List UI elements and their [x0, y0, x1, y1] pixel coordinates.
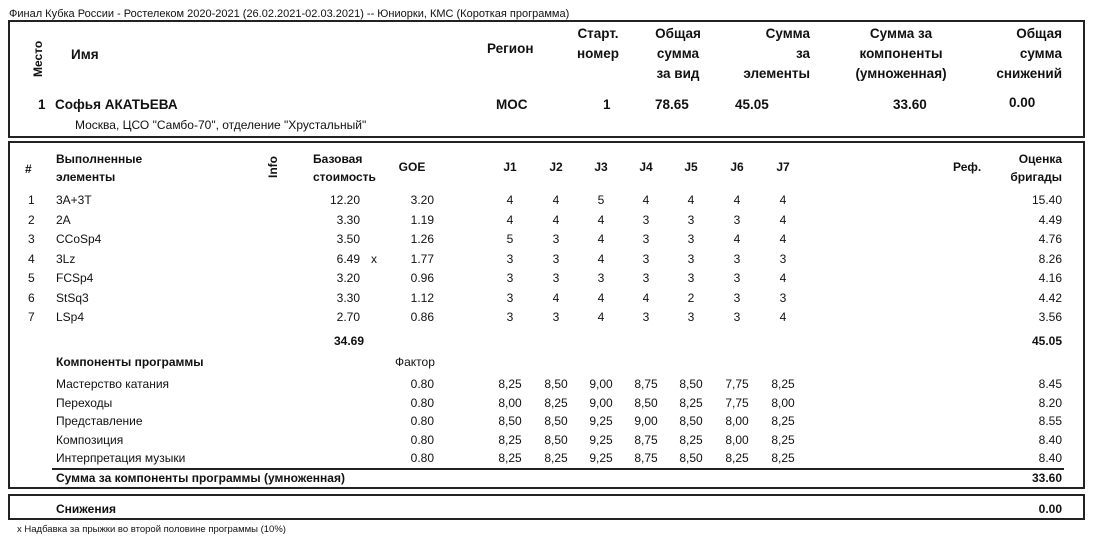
element-name-header: Выполненные элементы — [56, 152, 143, 184]
components-sum-value: 33.60 — [1031, 471, 1062, 485]
element-num: 7 — [28, 310, 35, 324]
component-judge-score: 8,00 — [725, 414, 749, 428]
component-judge-score: 8,00 — [498, 395, 522, 410]
element-judge-score: 3 — [552, 271, 560, 285]
component-judge-score: 8,50 — [634, 395, 658, 410]
component-judge-score: 8,75 — [634, 377, 658, 391]
component-name: Мастерство катания — [56, 377, 170, 391]
element-info: x — [371, 251, 377, 266]
element-judge-score: 3 — [552, 232, 560, 246]
component-judge-score: 9,25 — [589, 432, 613, 447]
element-judge-score: 3 — [733, 212, 741, 227]
component-judge-score: 8,25 — [771, 432, 795, 447]
judge-header-1: J1 — [503, 160, 517, 174]
component-judge-score: 8,50 — [498, 414, 522, 428]
element-goe: 0.96 — [410, 271, 434, 285]
element-num: 6 — [28, 290, 35, 305]
info-header: Info — [266, 156, 280, 178]
component-factor: 0.80 — [410, 432, 434, 447]
deductions-box — [8, 494, 1085, 520]
elements-total-score: 45.05 — [1031, 334, 1062, 348]
element-judge-score: 3 — [687, 212, 695, 227]
element-num: 1 — [28, 193, 35, 207]
components-sum-label: Сумма за компоненты программы (умноженная) — [56, 471, 345, 485]
component-judge-score: 7,75 — [725, 395, 749, 410]
element-num: 3 — [28, 232, 35, 246]
element-num: 2 — [28, 212, 35, 227]
element-panel-score: 4.42 — [1038, 290, 1062, 305]
component-score: 8.40 — [1038, 432, 1062, 447]
element-base-value: 3.20 — [336, 271, 360, 285]
element-judge-score: 3 — [642, 251, 650, 266]
element-name: 3A+3T — [56, 193, 92, 207]
judge-header-6: J6 — [730, 160, 744, 174]
component-judge-score: 8,25 — [679, 395, 703, 410]
component-judge-score: 8,25 — [544, 451, 568, 465]
elements-score-label: Сумма за элементы — [743, 26, 810, 81]
element-judge-score: 4 — [552, 290, 560, 305]
element-name: CCoSp4 — [56, 232, 102, 246]
element-panel-score: 4.16 — [1038, 271, 1062, 285]
element-judge-score: 3 — [506, 310, 514, 324]
element-judge-score: 4 — [642, 193, 650, 207]
element-judge-score: 3 — [733, 290, 741, 305]
element-judge-score: 4 — [506, 212, 514, 227]
element-judge-score: 3 — [733, 271, 741, 285]
element-goe: 0.86 — [410, 310, 434, 324]
element-judge-score: 4 — [733, 193, 741, 207]
element-name: FCSp4 — [56, 271, 94, 285]
elements-total-base: 34.69 — [333, 334, 364, 348]
component-name: Интерпретация музыки — [56, 451, 186, 465]
component-score: 8.40 — [1038, 451, 1062, 465]
element-name: StSq3 — [56, 290, 89, 305]
component-judge-score: 7,75 — [725, 377, 749, 391]
element-judge-score: 4 — [552, 193, 560, 207]
element-judge-score: 3 — [642, 271, 650, 285]
ref-header: Реф. — [953, 160, 982, 174]
element-base-value: 3.30 — [336, 212, 360, 227]
component-judge-score: 8,25 — [771, 414, 795, 428]
component-judge-score: 8,25 — [771, 451, 795, 465]
skater-components-score: 33.60 — [893, 97, 927, 112]
judge-header-5: J5 — [684, 160, 698, 174]
element-judge-score: 2 — [687, 290, 695, 305]
element-judge-score: 4 — [779, 193, 787, 207]
element-judge-score: 3 — [687, 310, 695, 324]
element-judge-score: 4 — [642, 290, 650, 305]
component-factor: 0.80 — [410, 377, 434, 391]
element-base-value: 2.70 — [336, 310, 360, 324]
element-judge-score: 3 — [506, 271, 514, 285]
element-num: 4 — [28, 251, 35, 266]
element-judge-score: 3 — [506, 290, 514, 305]
element-judge-score: 3 — [687, 251, 695, 266]
element-judge-score: 4 — [597, 212, 605, 227]
component-judge-score: 9,00 — [589, 395, 613, 410]
component-judge-score: 8,75 — [634, 432, 658, 447]
skater-club: Москва, ЦСО "Самбо-70", отделение "Хрустальный" — [75, 118, 367, 132]
element-judge-score: 3 — [733, 251, 741, 266]
judge-header-3: J3 — [594, 160, 608, 174]
component-judge-score: 8,25 — [498, 377, 522, 391]
element-judge-score: 3 — [687, 232, 695, 246]
element-judge-score: 4 — [779, 212, 787, 227]
region-label: Регион — [487, 41, 534, 56]
element-judge-score: 5 — [506, 232, 514, 246]
element-judge-score: 3 — [779, 290, 787, 305]
element-judge-score: 4 — [733, 232, 741, 246]
component-score: 8.55 — [1038, 414, 1062, 428]
component-judge-score: 8,25 — [771, 377, 795, 391]
element-judge-score: 4 — [552, 212, 560, 227]
component-judge-score: 9,00 — [634, 414, 658, 428]
judge-header-7: J7 — [776, 160, 790, 174]
element-judge-score: 4 — [597, 290, 605, 305]
element-name: 2A — [56, 212, 71, 227]
panel-score-header: Оценка бригады — [1010, 152, 1062, 184]
components-sum-rule — [52, 468, 1064, 470]
element-goe: 1.12 — [410, 290, 434, 305]
skater-elements-score: 45.05 — [735, 97, 769, 112]
components-title: Компоненты программы — [56, 355, 204, 369]
element-base-value: 6.49 — [336, 251, 360, 266]
element-name: LSp4 — [56, 310, 85, 324]
component-factor: 0.80 — [410, 451, 434, 465]
component-score: 8.45 — [1038, 377, 1062, 391]
component-score: 8.20 — [1038, 395, 1062, 410]
element-panel-score: 8.26 — [1038, 251, 1062, 266]
component-judge-score: 8,50 — [679, 451, 703, 465]
element-num: 5 — [28, 271, 35, 285]
element-judge-score: 3 — [552, 251, 560, 266]
skater-total: 78.65 — [655, 97, 689, 112]
base-value-header: Базовая стоимость — [313, 152, 376, 184]
skater-deductions: 0.00 — [1009, 95, 1036, 110]
element-judge-score: 4 — [506, 193, 514, 207]
total-score-label: Общая сумма за вид — [655, 26, 701, 81]
factor-header: Фактор — [395, 355, 435, 369]
component-judge-score: 9,00 — [589, 377, 613, 391]
element-judge-score: 4 — [779, 310, 787, 324]
element-goe: 1.77 — [410, 251, 434, 266]
element-judge-score: 4 — [779, 232, 787, 246]
component-judge-score: 8,50 — [544, 432, 568, 447]
element-judge-score: 4 — [597, 310, 605, 324]
deductions-total-label: Общая сумма снижений — [996, 26, 1062, 81]
element-goe: 3.20 — [410, 193, 434, 207]
name-label: Имя — [71, 47, 99, 62]
component-judge-score: 8,00 — [771, 395, 795, 410]
component-judge-score: 8,25 — [544, 395, 568, 410]
component-name: Композиция — [56, 432, 124, 447]
element-panel-score: 4.49 — [1038, 212, 1062, 227]
element-judge-score: 3 — [642, 232, 650, 246]
element-judge-score: 3 — [642, 212, 650, 227]
element-judge-score: 5 — [597, 193, 605, 207]
element-judge-score: 3 — [506, 251, 514, 266]
component-judge-score: 9,25 — [589, 414, 613, 428]
place-label: Место — [31, 40, 45, 77]
components-score-label: Сумма за компоненты (умноженная) — [855, 26, 947, 81]
element-goe: 1.26 — [410, 232, 434, 246]
component-judge-score: 8,50 — [544, 377, 568, 391]
element-name: 3Lz — [56, 251, 76, 266]
component-judge-score: 8,75 — [634, 451, 658, 465]
skater-place: 1 — [38, 97, 46, 112]
component-judge-score: 8,50 — [544, 414, 568, 428]
element-base-value: 3.50 — [336, 232, 360, 246]
element-judge-score: 4 — [597, 232, 605, 246]
component-judge-score: 8,25 — [498, 451, 522, 465]
deductions-value: 0.00 — [1038, 502, 1062, 516]
element-base-value: 12.20 — [329, 193, 360, 207]
element-judge-score: 4 — [779, 271, 787, 285]
element-goe: 1.19 — [410, 212, 434, 227]
component-judge-score: 8,50 — [679, 377, 703, 391]
skater-region: MOC — [496, 97, 528, 112]
component-name: Представление — [56, 414, 143, 428]
element-judge-score: 4 — [687, 193, 695, 207]
footnote: x Надбавка за прыжки во второй половине программы (10%) — [17, 524, 286, 535]
element-panel-score: 15.40 — [1031, 193, 1062, 207]
skater-name: Софья АКАТЬЕВА — [55, 97, 178, 112]
element-judge-score: 3 — [597, 271, 605, 285]
element-num-header: # — [25, 162, 32, 176]
element-judge-score: 3 — [779, 251, 787, 266]
element-judge-score: 3 — [642, 310, 650, 324]
component-judge-score: 8,00 — [725, 432, 749, 447]
component-judge-score: 8,25 — [725, 451, 749, 465]
goe-header: GOE — [398, 160, 426, 174]
component-judge-score: 8,50 — [679, 414, 703, 428]
component-judge-score: 8,25 — [679, 432, 703, 447]
component-judge-score: 8,25 — [498, 432, 522, 447]
component-factor: 0.80 — [410, 395, 434, 410]
start-number-label: Старт. номер — [577, 26, 619, 61]
element-judge-score: 3 — [552, 310, 560, 324]
deductions-label: Снижения — [56, 502, 116, 516]
event-title: Финал Кубка России - Ростелеком 2020-2021 (26.02.2021-02.03.2021) -- Юниорки, КМС (Короткая программа) — [9, 8, 570, 20]
component-factor: 0.80 — [410, 414, 434, 428]
element-judge-score: 4 — [597, 251, 605, 266]
skater-start-number: 1 — [603, 97, 611, 112]
judge-header-4: J4 — [639, 160, 653, 174]
judge-header-2: J2 — [549, 160, 563, 174]
component-name: Переходы — [56, 395, 113, 410]
element-base-value: 3.30 — [336, 290, 360, 305]
element-panel-score: 3.56 — [1038, 310, 1062, 324]
element-panel-score: 4.76 — [1038, 232, 1062, 246]
element-judge-score: 3 — [687, 271, 695, 285]
element-judge-score: 3 — [733, 310, 741, 324]
component-judge-score: 9,25 — [589, 451, 613, 465]
